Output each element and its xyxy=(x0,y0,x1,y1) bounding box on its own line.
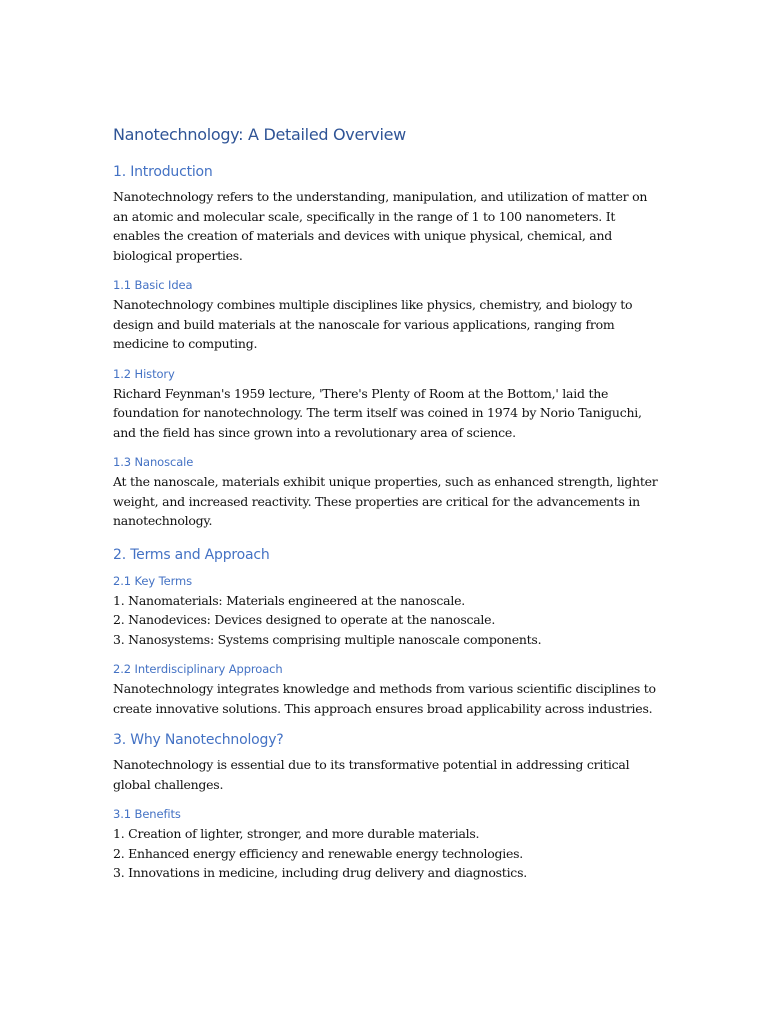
section-text-why-nanotechnology: Nanotechnology is essential due to its transformative potential in addressing critical global challenges. xyxy=(113,757,630,792)
list-item: 1. Nanomaterials: Materials engineered at the nanoscale. xyxy=(113,592,465,608)
section-heading-terms-approach: 2. Terms and Approach xyxy=(113,546,270,563)
subsection-heading-benefits: 3.1 Benefits xyxy=(113,807,181,821)
subsection-heading-basic-idea: 1.1 Basic Idea xyxy=(113,278,193,292)
list-item: 2. Nanodevices: Devices designed to operate at the nanoscale. xyxy=(113,612,496,627)
document-page xyxy=(113,124,658,895)
subsection-heading-nanoscale: 1.3 Nanoscale xyxy=(113,455,194,469)
subsection-heading-key-terms: 2.1 Key Terms xyxy=(113,573,193,588)
list-item: 3. Nanosystems: Systems comprising multiple nanoscale components. xyxy=(113,631,542,647)
section-text-introduction: Nanotechnology refers to the understanding, manipulation, and utilization of matter on an atomic and molecular scale, specifically in the range of 1 to 100 nanometers. It enables the creation of materials and devices with unique physical, chemical, and biological properties. xyxy=(113,189,648,263)
section-heading-why-nanotechnology: 3. Why Nanotechnology? xyxy=(113,732,284,748)
document-title: Nanotechnology: A Detailed Overview xyxy=(113,125,406,144)
list-item: 2. Enhanced energy efficiency and renewable energy technologies. xyxy=(113,845,524,861)
key-terms-list xyxy=(113,591,658,650)
list-item: 3. Innovations in medicine, including drug delivery and diagnostics. xyxy=(113,865,527,880)
subsection-heading-interdisciplinary: 2.2 Interdisciplinary Approach xyxy=(113,662,283,676)
subsection-text-interdisciplinary: Nanotechnology integrates knowledge and methods from various scientific disciplines to create innovative solutions. This approach ensures broad applicability across industries. xyxy=(113,681,656,716)
benefits-list xyxy=(113,824,658,883)
subsection-text-nanoscale: At the nanoscale, materials exhibit unique properties, such as enhanced strength, lighter weight, and increased reactivity. These properties are critical for the advancements in nanotechnology. xyxy=(113,474,658,528)
subsection-text-basic-idea: Nanotechnology combines multiple disciplines like physics, chemistry, and biology to design and build materials at the nanoscale for various applications, ranging from medicine to computing. xyxy=(113,297,633,351)
list-item: 1. Creation of lighter, stronger, and more durable materials. xyxy=(113,826,480,841)
subsection-text-history: Richard Feynman's 1959 lecture, 'There's Plenty of Room at the Bottom,' laid the foundation for nanotechnology. The term itself was coined in 1974 by Norio Taniguchi, and the field has since grown into a revolutionary area of science. xyxy=(113,385,642,440)
section-heading-introduction: 1. Introduction xyxy=(113,164,213,180)
subsection-heading-history: 1.2 History xyxy=(113,366,175,381)
